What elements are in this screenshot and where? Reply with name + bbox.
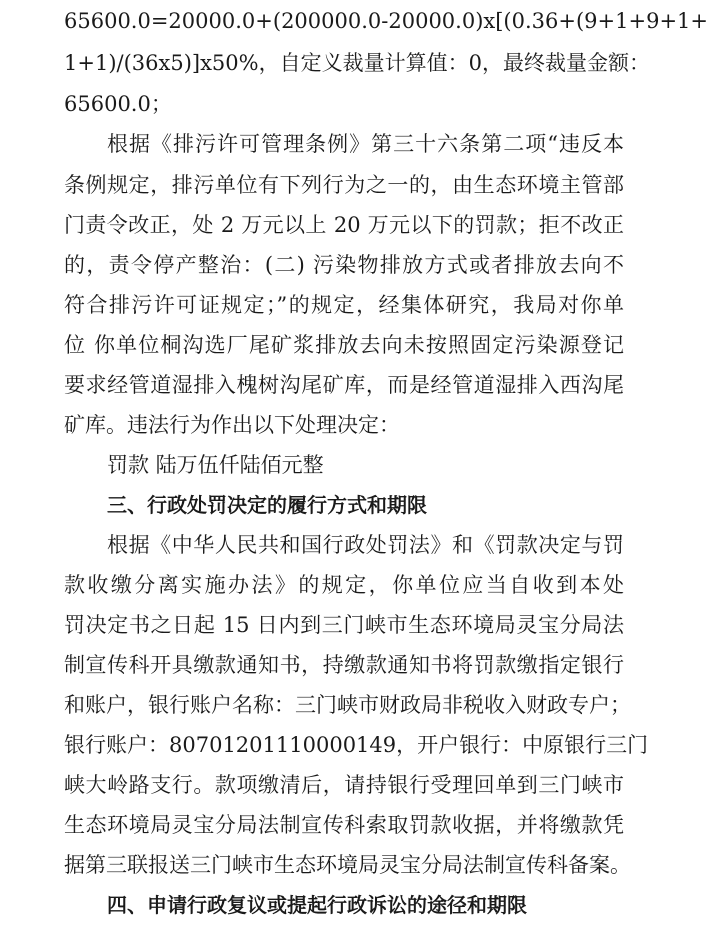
basis-line-3: 门责令改正，处 2 万元以上 20 万元以下的罚款；拒不改正 [64,213,624,237]
section-three-line-4: 制宣传科开具缴款通知书，持缴款通知书将罚款缴指定银行 [64,653,624,677]
section-three-line-7: 峡大岭路支行。款项缴清后，请持银行受理回单到三门峡市 [64,773,624,797]
section-three-heading: 三、行政处罚决定的履行方式和期限 [107,493,427,517]
formula-line-3: 65600.0； [64,92,172,116]
section-three-line-9: 据第三联报送三门峡市生态环境局灵宝分局法制宣传科备案。 [64,853,631,877]
section-three-line-1: 根据《中华人民共和国行政处罚法》和《罚款决定与罚 [107,533,624,557]
section-three-line-6: 银行账户：80701201110000149，开户银行：中原银行三门 [64,733,649,757]
basis-line-6: 位 你单位桐沟选厂尾矿浆排放去向未按照固定污染源登记 [64,333,624,357]
section-four-heading: 四、申请行政复议或提起行政诉讼的途径和期限 [107,893,527,917]
formula-line-2: 1+1)/(36x5)]x50%，自定义裁量计算值：0，最终裁量金额： [64,51,650,75]
basis-line-1: 根据《排污许可管理条例》第三十六条第二项“违反本 [107,132,624,156]
formula-line-1: 65600.0=20000.0+(200000.0-20000.0)x[(0.36+(9+1+9+1+ [64,9,708,33]
section-three-line-2: 款收缴分离实施办法》的规定，你单位应当自收到本处 [64,573,624,597]
basis-line-4: 的，责令停产整治：(二) 污染物排放方式或者排放去向不 [64,253,624,277]
section-three-line-5: 和账户，银行账户名称：三门峡市财政局非税收入财政专户； [64,693,631,717]
fine-amount-line: 罚款 陆万伍仟陆佰元整 [107,453,324,477]
basis-line-7: 要求经管道湿排入槐树沟尾矿库，而是经管道湿排入西沟尾 [64,373,624,397]
basis-line-5: 符合排污许可证规定；”的规定，经集体研究，我局对你单 [64,293,624,317]
basis-line-8: 矿库。违法行为作出以下处理决定： [64,413,400,437]
section-three-line-8: 生态环境局灵宝分局法制宣传科索取罚款收据，并将缴款凭 [64,813,624,837]
section-three-line-3: 罚决定书之日起 15 日内到三门峡市生态环境局灵宝分局法 [64,613,624,637]
basis-line-2: 条例规定，排污单位有下列行为之一的，由生态环境主管部 [64,173,624,197]
